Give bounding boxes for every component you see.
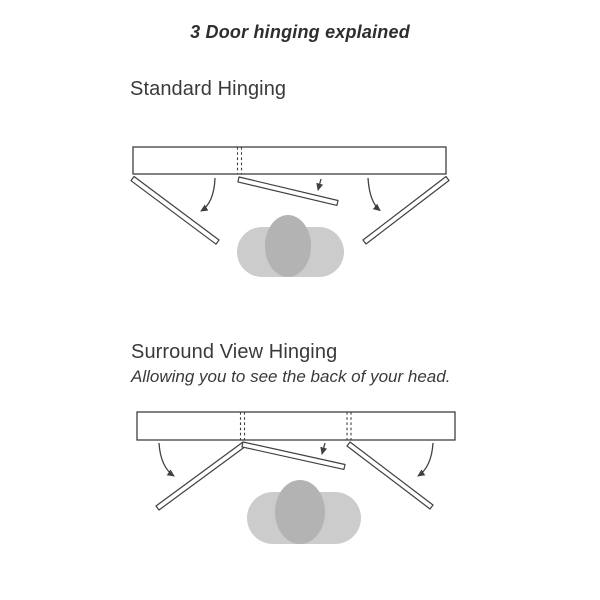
door-panel-middle — [242, 442, 345, 469]
door-panel-middle — [238, 177, 338, 205]
cabinet-body — [137, 412, 455, 440]
door-panel-right — [347, 442, 433, 509]
swing-arrow-right — [368, 178, 380, 211]
section-subheading: Allowing you to see the back of your head. — [131, 367, 451, 386]
swing-arrow-left — [159, 443, 174, 476]
cabinet-body — [133, 147, 446, 174]
swing-arrow-right — [418, 443, 433, 476]
person-head — [265, 215, 311, 277]
section-heading-standard-hinging: Standard Hinging — [130, 78, 287, 100]
door-panel-left — [156, 442, 246, 510]
swing-arrow-middle — [322, 443, 325, 454]
diagram-standard-hinging — [90, 135, 510, 310]
door-panel-left — [131, 177, 219, 245]
swing-arrow-middle — [318, 179, 321, 190]
door-panel-right — [363, 177, 449, 245]
section-heading-surround-view-hinging: Surround View Hinging — [131, 341, 338, 363]
person-head — [275, 480, 325, 544]
swing-arrow-left — [201, 178, 215, 211]
page-title: 3 Door hinging explained — [190, 22, 410, 42]
diagram-surround-view-hinging — [90, 403, 510, 558]
